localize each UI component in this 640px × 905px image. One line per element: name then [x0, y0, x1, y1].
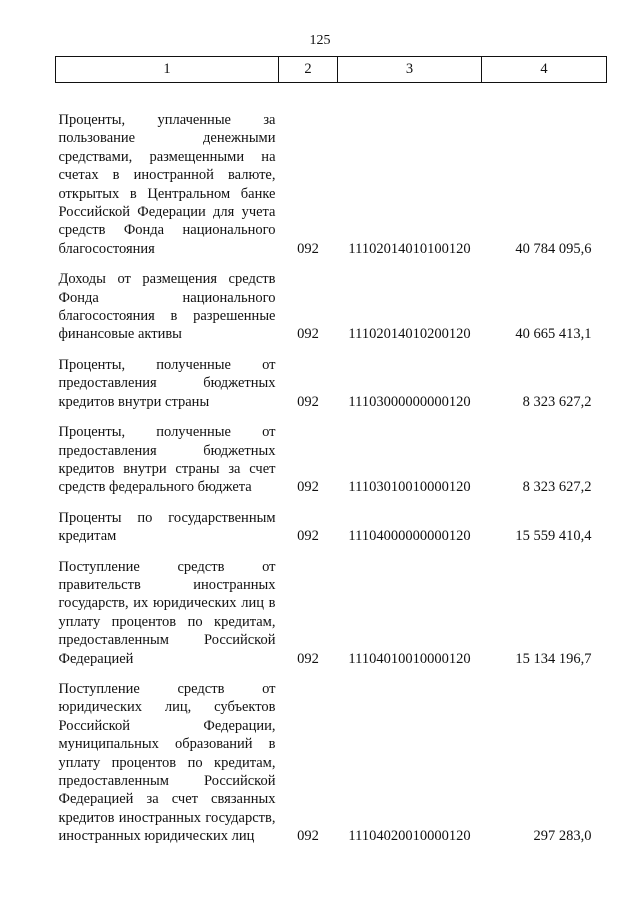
row-name: Проценты, полученные от предоставления бюджетных кредитов внутри страны за счет средств федерального бюджета [58, 424, 276, 496]
table-row [56, 83, 607, 259]
row-amount: 40 784 095,6 [515, 240, 592, 257]
row-admin-code: 092 [297, 828, 319, 845]
row-classification-code: 11104020010000120 [348, 828, 471, 845]
row-amount: 15 559 410,4 [515, 528, 592, 545]
row-classification-code: 11102014010100120 [348, 240, 471, 257]
table-row [56, 668, 607, 846]
row-classification-code: 11104010010000120 [348, 650, 471, 667]
row-amount: 40 665 413,1 [515, 326, 592, 343]
row-admin-code: 092 [297, 650, 319, 667]
row-name: Проценты по государственным кредитам [58, 509, 276, 545]
table-row [56, 497, 607, 546]
row-admin-code: 092 [297, 528, 319, 545]
row-amount: 8 323 627,2 [522, 479, 592, 496]
row-classification-code: 11102014010200120 [348, 326, 471, 343]
row-admin-code: 092 [297, 240, 319, 257]
row-name: Проценты, уплаченные за пользование денежными средствами, размещенными на счетах в иностранной валюте, открытых в Центральном банке Российской Федерации для учета средств Фонда национального благосостояния [58, 112, 276, 257]
row-classification-code: 11103010010000120 [348, 479, 471, 496]
row-name: Проценты, полученные от предоставления бюджетных кредитов внутри страны [58, 356, 276, 410]
table-row [56, 344, 607, 411]
table-row [56, 411, 607, 497]
row-amount: 8 323 627,2 [522, 393, 592, 410]
row-admin-code: 092 [297, 326, 319, 343]
row-name: Доходы от размещения средств Фонда национального благосостояния в разрешенные финансовые активы [58, 271, 276, 343]
table-header-row [56, 57, 607, 83]
column-header-amount: 4 [482, 57, 607, 83]
revenue-table [55, 56, 607, 846]
row-name: Поступление средств от правительств иностранных государств, их юридических лиц в уплату процентов по кредитам, предоставленным Российской Федерацией [58, 558, 276, 667]
row-amount: 15 134 196,7 [515, 650, 592, 667]
row-amount: 297 283,0 [533, 828, 592, 845]
row-admin-code: 092 [297, 479, 319, 496]
page-number: 125 [309, 33, 331, 48]
table-row [56, 546, 607, 668]
column-header-admin: 2 [279, 57, 338, 83]
row-classification-code: 11103000000000120 [348, 393, 471, 410]
column-header-name: 1 [56, 57, 279, 83]
column-header-code: 3 [338, 57, 482, 83]
row-name: Поступление средств от юридических лиц, субъектов Российской Федерации, муниципальных образований в уплату процентов по кредитам, предоставленным Российской Федерацией за счет связанных кредитов иностранных государств, иностранных юридических лиц [58, 680, 276, 845]
row-classification-code: 11104000000000120 [348, 528, 471, 545]
row-admin-code: 092 [297, 393, 319, 410]
table-row [56, 258, 607, 344]
